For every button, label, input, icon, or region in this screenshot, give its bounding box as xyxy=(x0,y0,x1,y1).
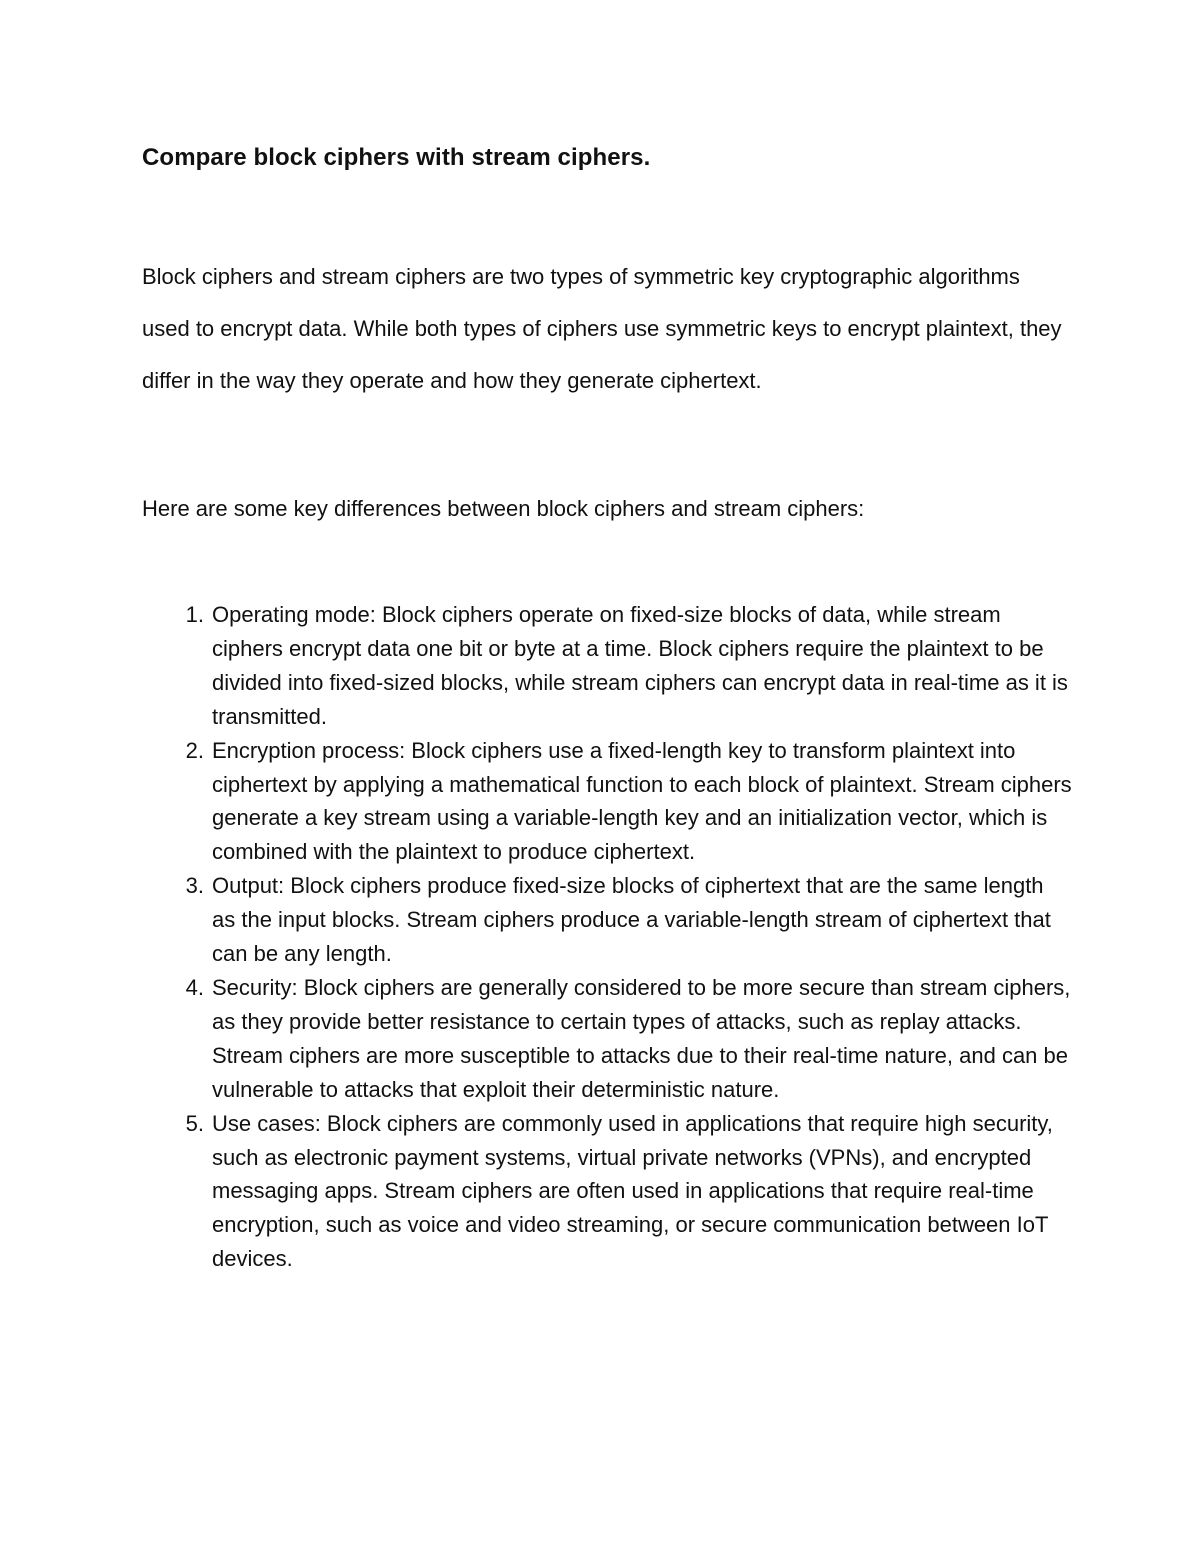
list-item-text: Output: Block ciphers produce fixed-size blocks of ciphertext that are the same length as the input blocks. Stream ciphers produce a variable-length stream of ciphertext that can be any length. xyxy=(212,873,1051,967)
list-item-text: Security: Block ciphers are generally considered to be more secure than stream ciphers, as they provide better resistance to certain types of attacks, such as replay attacks. Stream ciphers are more susceptible to attacks due to their real-time nature, and can be vulnerable to attacks that exploit their deterministic nature. xyxy=(212,974,1071,1102)
list-item-number: 2. xyxy=(185,737,204,763)
list-item-number: 5. xyxy=(185,1110,204,1136)
list-item-text: Operating mode: Block ciphers operate on fixed-size blocks of data, while stream ciphers encrypt data one bit or byte at a time. Block ciphers require the plaintext to be divided into fixed-sized blocks, while stream ciphers can encrypt data in real-time as it is transmitted. xyxy=(212,602,1068,729)
list-item-text: Use cases: Block ciphers are commonly used in applications that require high security, such as electronic payment systems, virtual private networks (VPNs), and encrypted messaging apps. Stream ciphers are often used in applications that require real-time encryption, such as voice and video streaming, or secure communication between IoT devices. xyxy=(212,1110,1053,1272)
list-item xyxy=(185,971,1072,1107)
list-item xyxy=(185,734,1072,870)
list-item xyxy=(185,1107,1072,1277)
document-title: Compare block ciphers with stream ciphers. xyxy=(142,144,651,171)
intro-paragraph: Block ciphers and stream ciphers are two types of symmetric key cryptographic algorithms used to encrypt data. While both types of ciphers use symmetric keys to encrypt plaintext, they differ in the way they operate and how they generate ciphertext. xyxy=(142,264,1062,393)
list-item xyxy=(185,869,1072,971)
list-item xyxy=(185,598,1072,734)
list-item-number: 3. xyxy=(185,873,204,899)
list-item-number: 4. xyxy=(185,974,204,1000)
differences-lead: Here are some key differences between block ciphers and stream ciphers: xyxy=(142,496,865,521)
list-item-number: 1. xyxy=(185,602,204,627)
list-item-text: Encryption process: Block ciphers use a fixed-length key to transform plaintext into ciphertext by applying a mathematical function to each block of plaintext. Stream ciphers generate a key stream using a variable-length key and an initialization vector, which is combined with the plaintext to produce ciphertext. xyxy=(212,737,1072,865)
differences-list xyxy=(185,598,1072,1276)
